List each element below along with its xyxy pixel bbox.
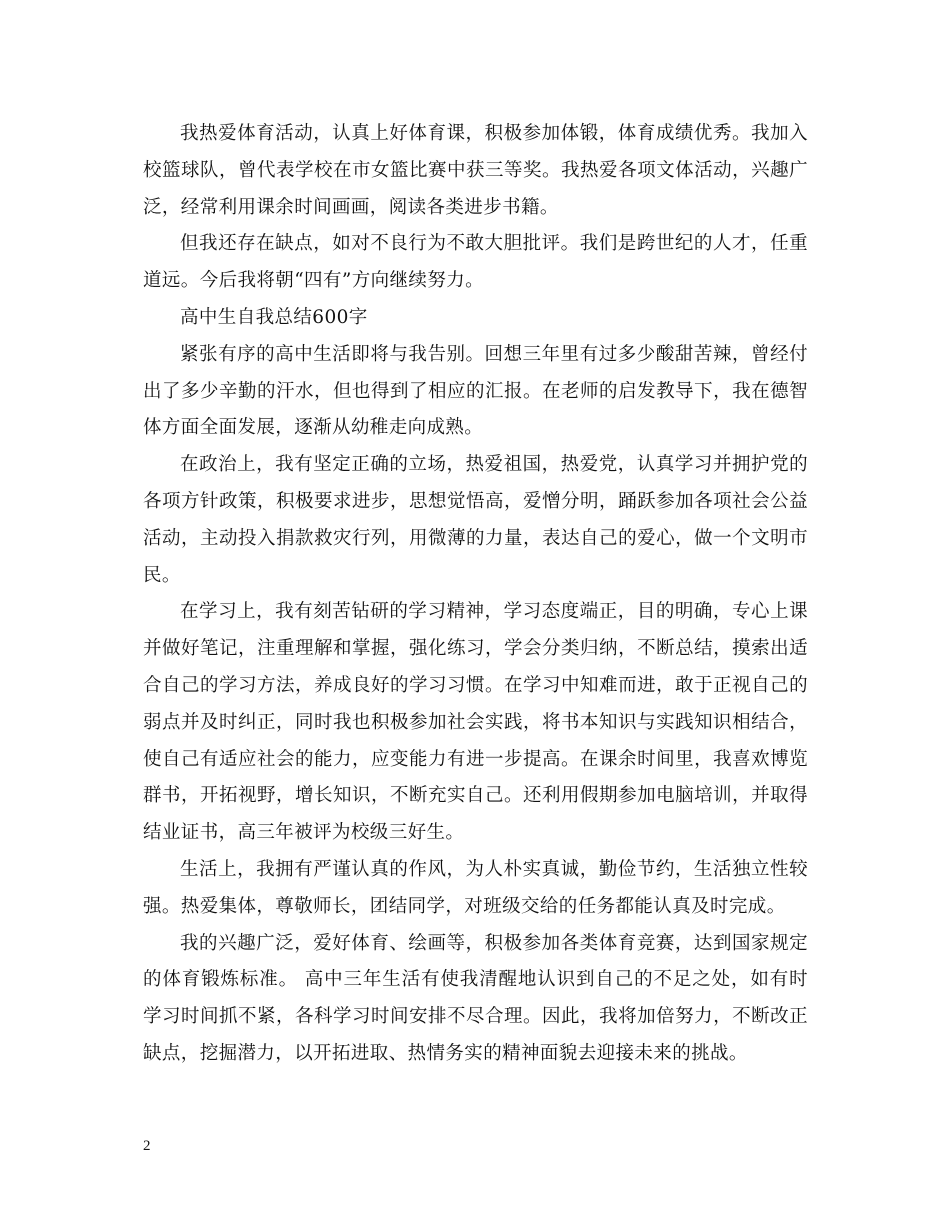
paragraph-politics: 在政治上，我有坚定正确的立场，热爱祖国，热爱党，认真学习并拥护党的各项方针政策，积极要求进步，思想觉悟高，爱憎分明，踊跃参加各项社会公益活动，主动投入捐款救灾行列，用微薄的力量，表达自己的爱心，做一个文明市民。 [143, 454, 808, 586]
document-body [143, 116, 808, 1073]
paragraph-shortcomings: 但我还存在缺点，如对不良行为不敢大胆批评。我们是跨世纪的人才，任重道远。今后我将朝“四有”方向继续努力。 [143, 233, 808, 292]
section-heading: 高中生自我总结600字 [180, 306, 368, 328]
paragraph-intro: 紧张有序的高中生活即将与我告别。回想三年里有过多少酸甜苦辣，曾经付出了多少辛勤的汗水，但也得到了相应的汇报。在老师的启发教导下，我在德智体方面全面发展，逐渐从幼稚走向成熟。 [143, 343, 808, 439]
paragraph-study: 在学习上，我有刻苦钻研的学习精神，学习态度端正，目的明确，专心上课并做好笔记，注重理解和掌握，强化练习，学会分类归纳，不断总结，摸索出适合自己的学习方法，养成良好的学习习惯。在学习中知难而进，敢于正视自己的弱点并及时纠正，同时我也积极参加社会实践，将书本知识与实践知识相结合，使自己有适应社会的能力，应变能力有进一步提高。在课余时间里，我喜欢博览群书，开拓视野，增长知识，不断充实自己。还利用假期参加电脑培训，并取得结业证书，高三年被评为校级三好生。 [143, 601, 808, 844]
paragraph-sports: 我热爱体育活动，认真上好体育课，积极参加体锻，体育成绩优秀。我加入校篮球队，曾代表学校在市女篮比赛中获三等奖。我热爱各项文体活动，兴趣广泛，经常利用课余时间画画，阅读各类进步书籍。 [143, 123, 808, 218]
paragraph-interests: 我的兴趣广泛，爱好体育、绘画等，积极参加各类体育竞赛，达到国家规定的体育锻炼标准。 高中三年生活有使我清醒地认识到自己的不足之处，如有时学习时间抓不紧，各科学习时间安排不尽合理。因此，我将加倍努力，不断改正缺点，挖掘潜力，以开拓进取、热情务实的精神面貌去迎接未来的挑战。 [143, 932, 808, 1064]
paragraph-life: 生活上，我拥有严谨认真的作风，为人朴实真诚，勤俭节约，生活独立性较强。热爱集体，尊敬师长，团结同学，对班级交给的任务都能认真及时完成。 [143, 858, 808, 917]
page-number: 2 [143, 1138, 151, 1154]
